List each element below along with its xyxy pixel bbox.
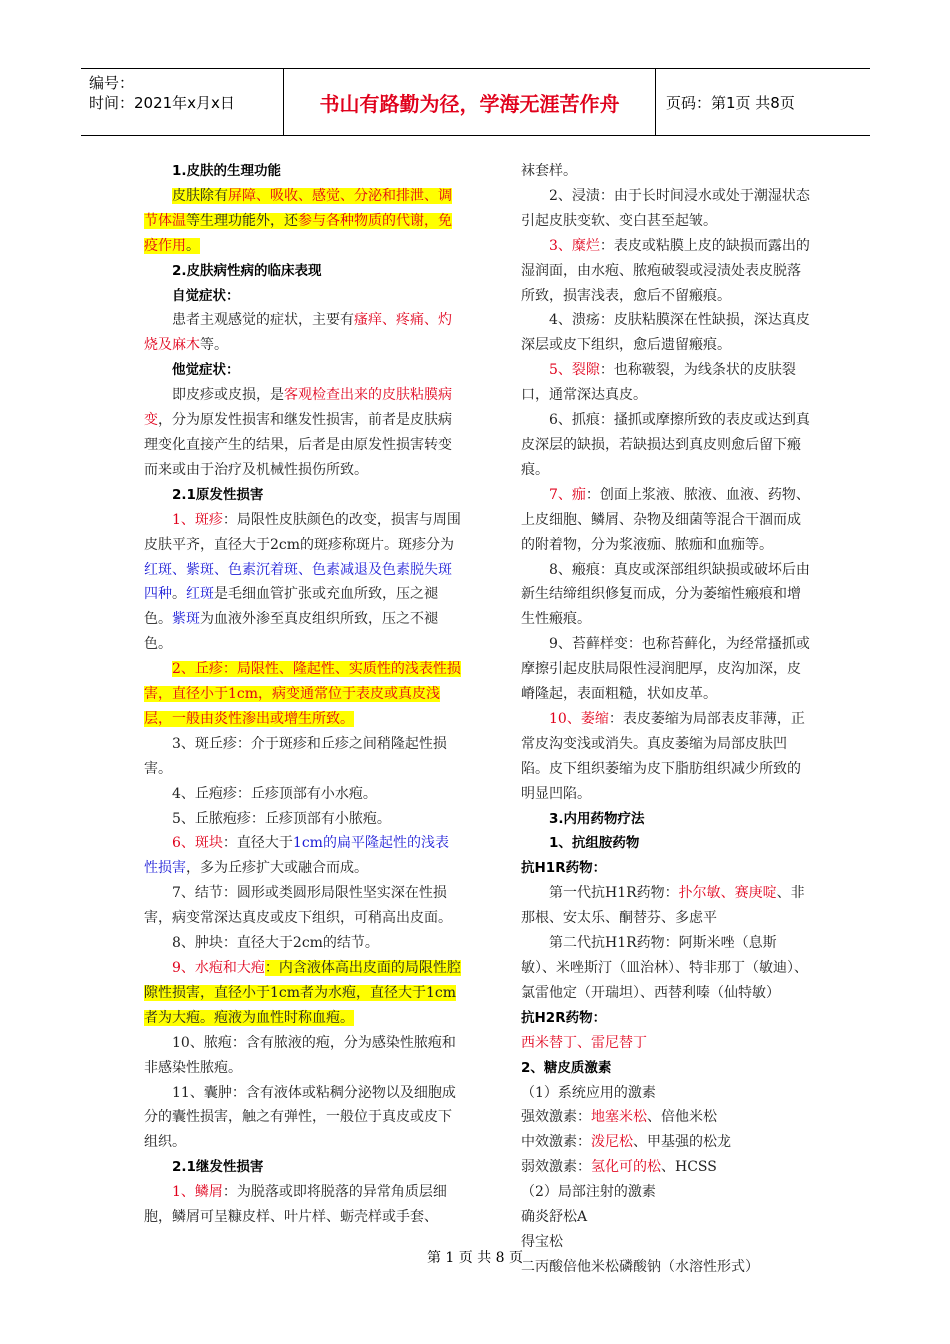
right-column xyxy=(521,159,811,1280)
sub-heading: 2、糖皮质激素 xyxy=(521,1059,612,1076)
section-heading: 2.1原发性损害 xyxy=(172,486,264,503)
list-item: 3、糜烂：表皮或粘膜上皮的缺损而露出的湿润面，由水疱、脓疱破裂或浸渍处表皮脱落所致，损害浅表，愈后不留瘢痕。 xyxy=(521,237,810,304)
list-item: 4、丘疱疹：丘疹顶部有小水疱。 xyxy=(172,785,377,802)
list-item: （1）系统应用的激素 xyxy=(521,1084,656,1101)
list-item: 9、水疱和大疱：内含液体高出皮面的局限性腔隙性损害，直径小于1cm者为水疱，直径大于1cm者为大疱。疱液为血性时称血疱。 xyxy=(144,960,461,1026)
list-item: 二丙酸倍他米松磷酸钠（水溶性形式） xyxy=(521,1258,759,1275)
list-item: （2）局部注射的激素 xyxy=(521,1184,656,1201)
sub-heading: 抗H2R药物： xyxy=(521,1009,607,1026)
list-item: 3、斑丘疹：介于斑疹和丘疹之间稍隆起性损害。 xyxy=(144,735,447,777)
list-item: 8、瘢痕：真皮或深部组织缺损或破坏后由新生结缔组织修复而成，分为萎缩性瘢痕和增生性瘢痕。 xyxy=(521,561,810,628)
drug-list: 西米替丁、雷尼替丁 xyxy=(521,1034,647,1051)
list-item: 2、浸渍：由于长时间浸水或处于潮湿状态引起皮肤变软、变白甚至起皱。 xyxy=(521,187,810,229)
sub-heading: 1、抗组胺药物 xyxy=(549,835,640,852)
sub-heading: 他觉症状： xyxy=(172,362,240,379)
list-item: 强效激素：地塞米松、倍他米松 xyxy=(521,1109,717,1126)
left-column xyxy=(144,159,462,1230)
list-item: 2、丘疹：局限性、隆起性、实质性的浅表性损害，直径小于1cm，病变通常位于表皮或真皮浅层，一般由炎性渗出或增生所致。 xyxy=(144,661,461,727)
sub-heading: 抗H1R药物： xyxy=(521,860,607,877)
list-item: 7、痂：创面上浆液、脓液、血液、药物、上皮细胞、鳞屑、杂物及细菌等混合干涸而成的附着物，分为浆液痂、脓痂和血痂等。 xyxy=(521,486,810,553)
header-page-number: 页码：第1页 共8页 xyxy=(666,93,795,112)
section-heading: 2.皮肤病性病的临床表现 xyxy=(172,262,322,279)
section-heading: 2.1继发性损害 xyxy=(172,1159,264,1176)
list-item: 1、斑疹：局限性皮肤颜色的改变，损害与周围皮肤平齐，直径大于2cm的斑疹称斑片。斑疹分为红斑、紫斑、色素沉着斑、色素减退及色素脱失斑四种。红斑是毛细血管扩张或充血所致，压之褪色。紫斑为血液外渗至真皮组织所致，压之不褪色。 xyxy=(144,511,461,653)
number-label: 编号： xyxy=(89,74,135,92)
list-item: 弱效激素：氢化可的松、HCSS xyxy=(521,1159,717,1176)
list-item: 9、苔藓样变：也称苔藓化，为经常搔抓或摩擦引起皮肤局限性浸润肥厚，皮沟加深，皮嵴隆起，表面粗糙，状如皮革。 xyxy=(521,636,810,703)
list-item: 7、结节：圆形或类圆形局限性坚实深在性损害，病变常深达真皮或皮下组织，可稍高出皮面。 xyxy=(144,885,452,927)
paragraph: 第二代抗H1R药物：阿斯米唑（息斯敏）、米唑斯汀（皿治林）、特非那丁（敏迪）、氯雷他定（开瑞坦）、西替利嗪（仙特敏） xyxy=(521,935,808,1001)
header-meta xyxy=(81,69,284,135)
sub-heading: 自觉症状： xyxy=(172,287,240,304)
list-item: 8、肿块：直径大于2cm的结节。 xyxy=(172,935,379,952)
list-item: 10、萎缩：表皮萎缩为局部表皮菲薄，正常皮沟变浅或消失。真皮萎缩为局部皮肤凹陷。皮下组织萎缩为皮下脂肪组织减少所致的明显凹陷。 xyxy=(521,710,805,802)
list-item: 5、丘脓疱疹：丘疹顶部有小脓疱。 xyxy=(172,810,391,827)
list-item: 4、溃疡：皮肤粘膜深在性缺损，深达真皮深层或皮下组织，愈后遗留瘢痕。 xyxy=(521,312,810,354)
list-item: 6、抓痕：搔抓或摩擦所致的表皮或达到真皮深层的缺损，若缺损达到真皮则愈后留下瘢痕。 xyxy=(521,412,810,478)
section-heading: 3.内用药物疗法 xyxy=(549,810,645,827)
paragraph-continuation: 袜套样。 xyxy=(521,163,577,179)
paragraph: 即皮疹或皮损，是客观检查出来的皮肤粘膜病变，分为原发性损害和继发性损害，前者是皮肤病理变化直接产生的结果，后者是由原发性损害转变而来或由于治疗及机械性损伤所致。 xyxy=(144,387,452,478)
list-item: 6、斑块：直径大于1cm的扁平隆起性的浅表性损害，多为丘疹扩大或融合而成。 xyxy=(144,835,449,877)
list-item: 10、脓疱：含有脓液的疱，分为感染性脓疱和非感染性脓疱。 xyxy=(144,1034,456,1076)
header-motto: 书山有路勤为径，学海无涯苦作舟 xyxy=(284,69,656,135)
list-item: 确炎舒松A xyxy=(521,1209,588,1226)
list-item: 中效激素：泼尼松、甲基强的松龙 xyxy=(521,1134,731,1151)
list-item: 得宝松 xyxy=(521,1233,563,1250)
list-item: 5、裂隙：也称皲裂，为线条状的皮肤裂口，通常深达真皮。 xyxy=(521,362,796,404)
page-header xyxy=(81,68,870,136)
section-heading: 1.皮肤的生理功能 xyxy=(172,163,282,179)
time-label: 时间：2021年x月x日 xyxy=(89,94,235,112)
paragraph: 患者主观感觉的症状，主要有瘙痒、疼痛、灼烧及麻木等。 xyxy=(144,312,452,354)
paragraph: 皮肤除有屏障、吸收、感觉、分泌和排泄、调节体温等生理功能外，还参与各种物质的代谢，免疫作用。 xyxy=(144,187,452,254)
list-item: 1、鳞屑：为脱落或即将脱落的异常角质层细胞，鳞屑可呈糠皮样、叶片样、蛎壳样或手套、 xyxy=(144,1184,447,1226)
paragraph: 第一代抗H1R药物：扑尔敏、赛庚啶、非那根、安太乐、酮替芬、多虑平 xyxy=(521,885,805,927)
page-footer: 第 1 页 共 8 页 xyxy=(426,1250,524,1266)
list-item: 11、囊肿：含有液体或粘稠分泌物以及细胞成分的囊性损害，触之有弹性，一般位于真皮或皮下组织。 xyxy=(144,1084,456,1151)
